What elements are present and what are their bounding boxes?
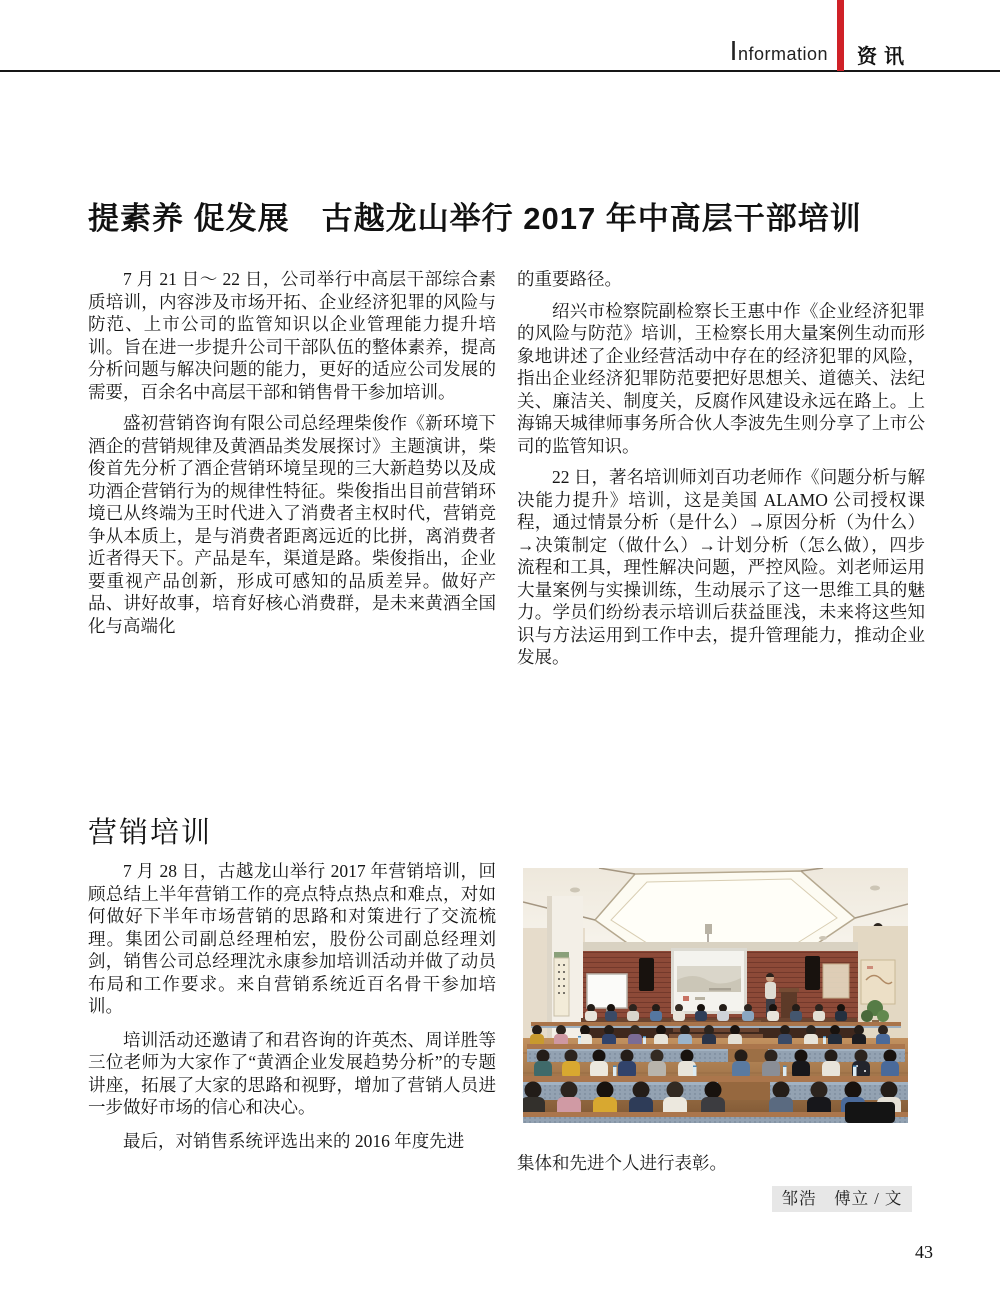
projection-screen — [671, 948, 747, 1014]
article2-column-left — [88, 860, 496, 1163]
speaker-box-left — [639, 958, 654, 991]
section-label-zh: 资讯 — [857, 46, 911, 68]
training-photo — [523, 868, 908, 1123]
paragraph: 7 月 28 日，古越龙山举行 2017 年营销培训，回顾总结上半年营销工作的亮点特点热点和难点，对如何做好下半年市场营销的思路和对策进行了交流梳理。集团公司副总经理柏宏，股份公司副总经理刘剑，销售公司总经理沈永康参加培训活动并做了动员布局和工作要求。来自营销系统近百名骨干参加培训。 — [88, 861, 496, 1016]
paragraph: 最后，对销售系统评选出来的 2016 年度先进 — [123, 1130, 465, 1151]
audience-row-2 — [530, 1025, 890, 1047]
paragraph: 7 月 21 日～ 22 日，公司举行中高层干部综合素质培训，内容涉及市场开拓、企业经济犯罪的风险与防范、上市公司的监管知识以企业管理能力提升培训。旨在进一步提升公司干部队伍的整体素养，提高分析问题与解决问题的能力，更好的适应公司发展的需要，百余名中高层干部和销售骨干参加培训。 — [88, 269, 496, 402]
speaker-box-right — [805, 956, 820, 990]
section-accent-bar — [837, 0, 844, 71]
paragraph: 绍兴市检察院副检察长王惠中作《企业经济犯罪的风险与防范》培训，王检察长用大量案例生动而形象地讲述了企业经营活动中存在的经济犯罪的风险，指出企业经济犯罪防范要把好思想关、道德关、法纪关、廉洁关、制度关，反腐作风建设永远在路上。上海锦天城律师事务所合伙人李波先生则分享了上市公司的监管知识。 — [517, 300, 925, 456]
page-number: 43 — [915, 1242, 933, 1262]
article2-title: 营销培训 — [88, 817, 213, 850]
paragraph: 培训活动还邀请了和君咨询的许英杰、周详胜等三位老师为大家作了“黄酒企业发展趋势分析”的专题讲座，拓展了大家的思路和视野，增加了营销人员进一步做好市场的信心和决心。 — [88, 1029, 496, 1117]
training-photo-illustration — [523, 868, 908, 1123]
chair-back — [845, 1102, 895, 1123]
photo-caption: 集体和先进个人进行表彰。 — [517, 1153, 727, 1173]
paragraph: 22 日，著名培训师刘百功老师作《问题分析与解决能力提升》培训，这是美国 ALAMO 公司授权课程，通过情景分析（是什么）→原因分析（为什么）→决策制定（做什么）→计划分析（怎么做），四步流程和工具，理性解决问题，严控风险。刘老师运用大量案例与实操训练，生动展示了这一思维工具的魅力。学员们纷纷表示培训后获益匪浅，未来将这些知识与方法运用到工作中去，提升管理能力，推动企业发展。 — [517, 467, 925, 667]
paragraph: 的重要路径。 — [517, 269, 622, 289]
paragraph: 盛初营销咨询有限公司总经理柴俊作《新环境下酒企的营销规律及黄酒品类发展探讨》主题演讲，柴俊首先分析了酒企营销环境呈现的三大新趋势以及成功酒企营销行为的规律性特征。柴俊指出目前营销环境已从终端为王时代进入了消费者主权时代，营销竞争从本质上，是与消费者距离远近的比拼，离消费者近者得天下。产品是车，渠道是路。柴俊指出，企业要重视产品创新，形成可感知的品质差异。做好产品、讲好故事，培育好核心消费群，是未来黄酒全国化与高端化 — [88, 413, 496, 636]
byline: 邹浩 傅立 / 文 — [772, 1186, 912, 1212]
header-rule — [0, 0, 1000, 72]
article1-column-right — [517, 268, 925, 678]
article1-title: 提素养 促发展 古越龙山举行 2017 年中高层干部培训 — [88, 200, 862, 236]
article1-column-left — [88, 268, 496, 646]
section-label-en: Information — [729, 35, 828, 66]
